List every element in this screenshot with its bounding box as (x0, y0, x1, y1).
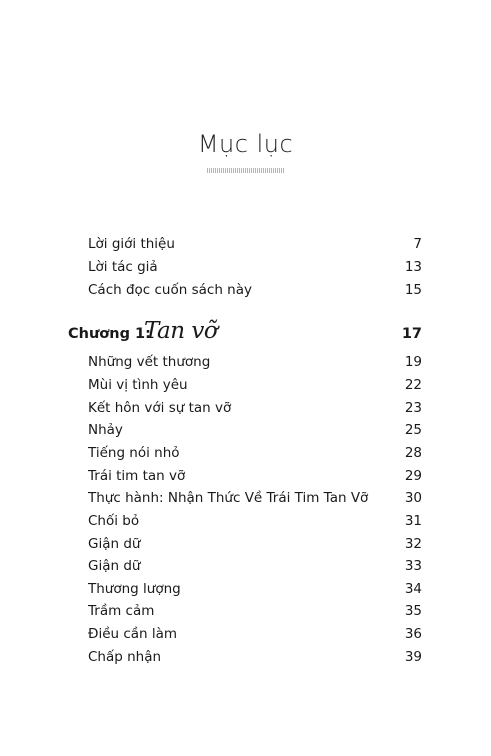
chapter-page: 17 (401, 326, 422, 342)
toc-entry-foreword (88, 234, 422, 254)
toc-entry (88, 511, 422, 531)
toc-entry-page: 28 (404, 445, 422, 461)
toc-entry-label: Kết hôn với sự tan vỡ (88, 400, 232, 416)
toc-entry-page: 39 (404, 649, 422, 665)
toc-entry-label: Trầm cảm (88, 603, 155, 619)
toc-entry-label: Giận dữ (88, 558, 141, 574)
toc-entry-page: 25 (404, 422, 422, 438)
toc-entry (88, 647, 422, 667)
toc-entry (88, 443, 422, 463)
toc-entry-page: 22 (404, 377, 422, 393)
toc-entry-page: 13 (404, 259, 422, 275)
toc-entry-label: Lời giới thiệu (88, 236, 175, 252)
toc-entry (88, 488, 422, 508)
toc-entry-page: 23 (404, 400, 422, 416)
toc-entry-page: 19 (404, 354, 422, 370)
toc-title: Mục lục (197, 130, 294, 158)
toc-entry-label: Thực hành: Nhận Thức Về Trái Tim Tan Vỡ (88, 490, 369, 506)
chapter-heading (68, 318, 422, 348)
toc-entry-page: 36 (404, 626, 422, 642)
toc-entry-label: Trái tim tan vỡ (88, 468, 186, 484)
title-divider (207, 168, 285, 173)
toc-entry-page: 30 (404, 490, 422, 506)
toc-entry (88, 375, 422, 395)
toc-entry-label: Lời tác giả (88, 259, 158, 275)
toc-entry-page: 32 (404, 536, 422, 552)
toc-entry-label: Những vết thương (88, 354, 211, 370)
toc-entry-page: 7 (413, 236, 422, 252)
toc-entry-page: 34 (404, 581, 422, 597)
toc-entry-label: Thương lượng (88, 581, 181, 597)
toc-entry (88, 398, 422, 418)
toc-entry-page: 35 (404, 603, 422, 619)
toc-entry-label: Tiếng nói nhỏ (88, 445, 180, 461)
toc-entry-page: 33 (404, 558, 422, 574)
toc-entry (88, 601, 422, 621)
toc-entry (88, 352, 422, 372)
toc-entry (88, 534, 422, 554)
toc-entry-label: Cách đọc cuốn sách này (88, 282, 252, 298)
toc-entry-label: Điều cần làm (88, 626, 178, 642)
toc-entry-how-to-read (88, 280, 422, 300)
toc-entry-page: 29 (404, 468, 422, 484)
toc-entry (88, 420, 422, 440)
toc-entry-label: Giận dữ (88, 536, 141, 552)
toc-entry-label: Chấp nhận (88, 649, 162, 665)
toc-entry-author-note (88, 257, 422, 277)
chapter-name: Tan vỡ (144, 318, 218, 344)
chapter-prefix: Chương 1: (68, 326, 151, 342)
toc-entry-label: Chối bỏ (88, 513, 140, 529)
toc-entry-page: 31 (404, 513, 422, 529)
toc-entry-label: Mùi vị tình yêu (88, 377, 188, 393)
toc-entry (88, 579, 422, 599)
toc-entry (88, 556, 422, 576)
toc-entry (88, 624, 422, 644)
toc-entry-page: 15 (404, 282, 422, 298)
toc-entry (88, 466, 422, 486)
toc-entry-label: Nhảy (88, 422, 123, 438)
